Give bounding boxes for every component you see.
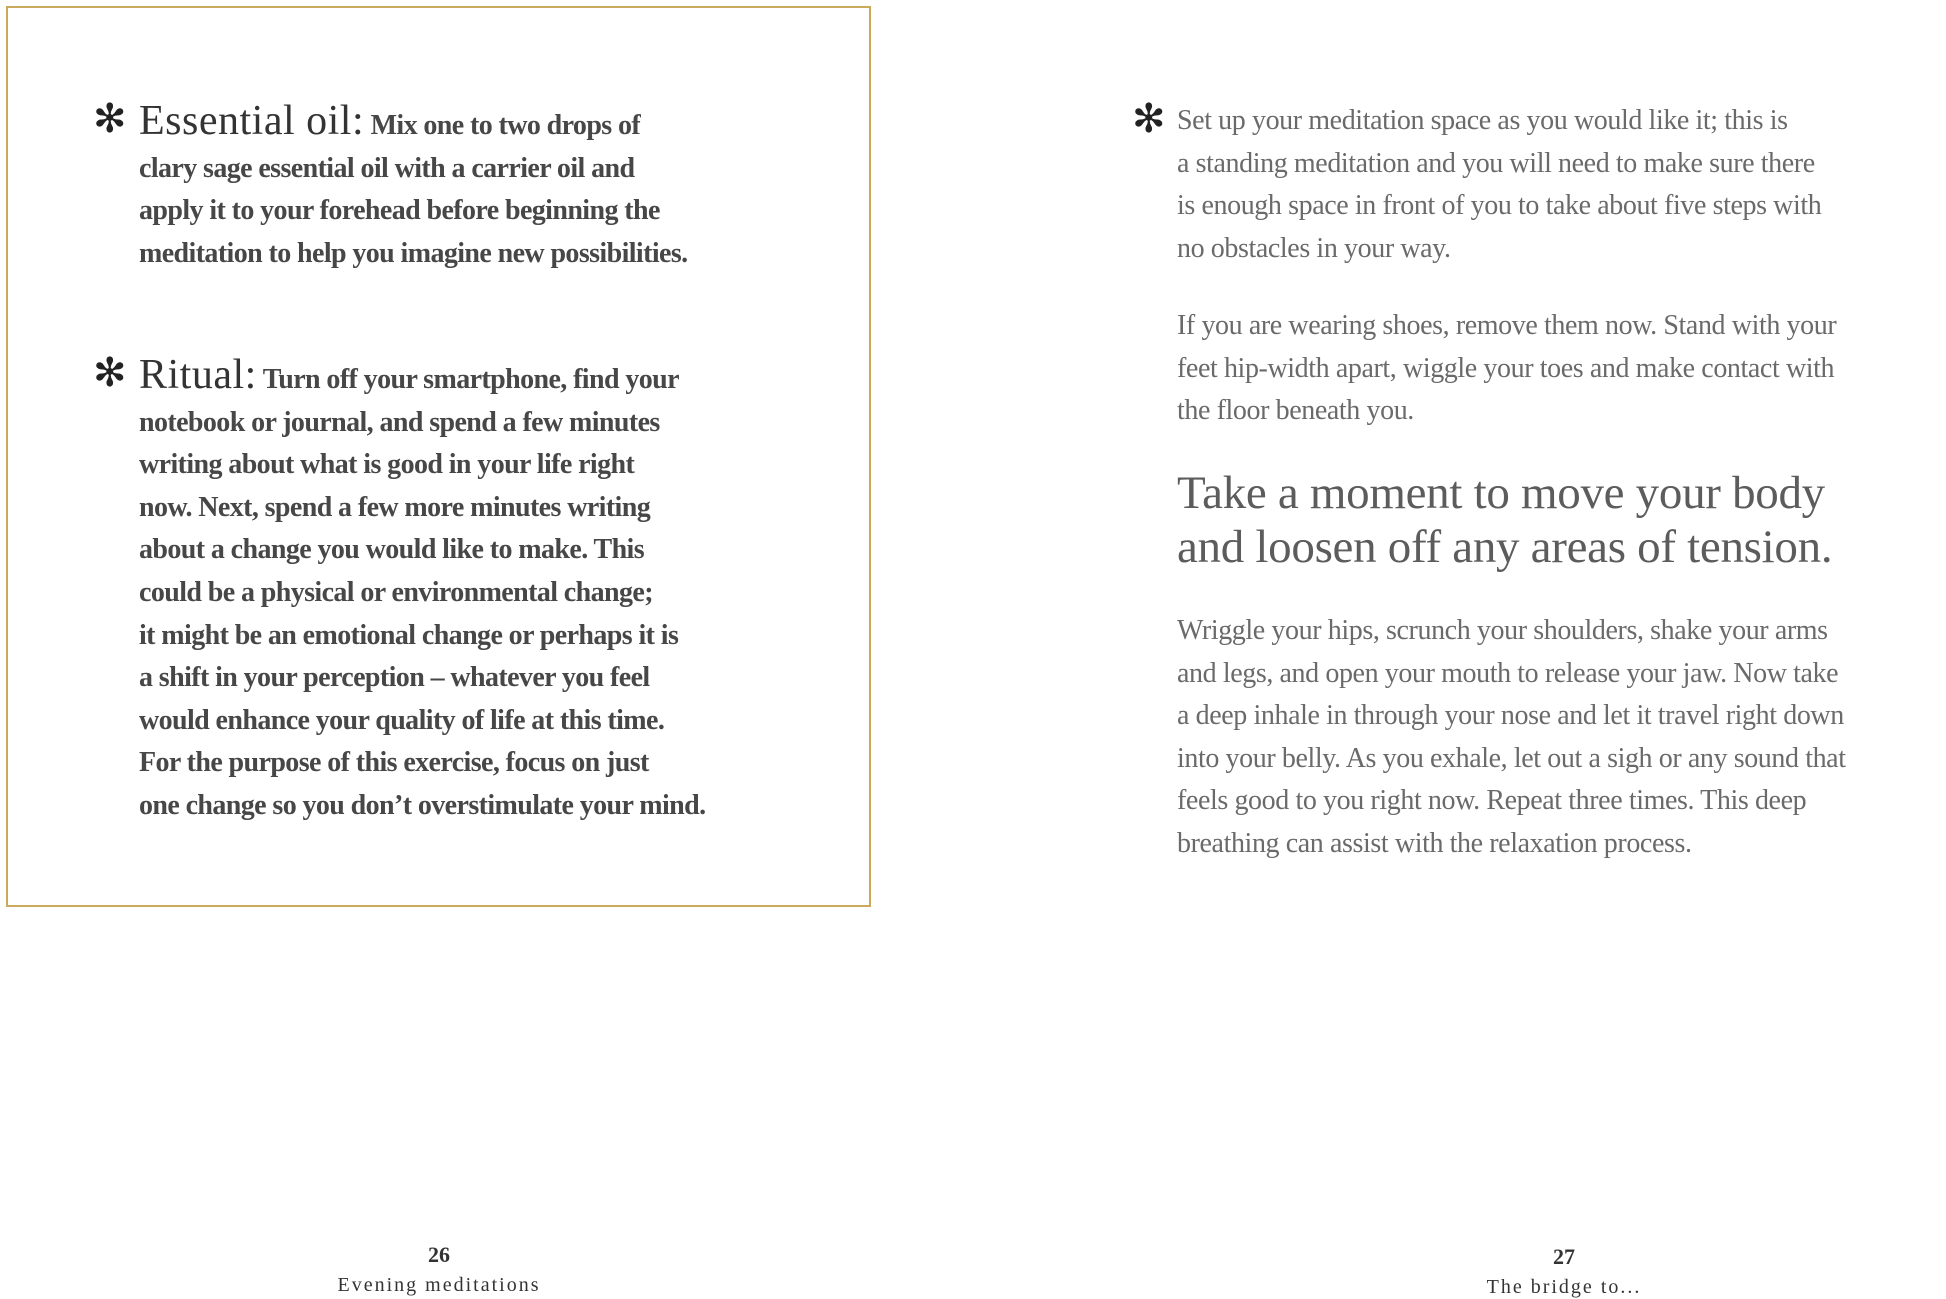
para-line: a standing meditation and you will need to make sure there: [1177, 147, 1815, 179]
para-line: the floor beneath you.: [1177, 395, 1414, 427]
item-label: Essential oil:: [139, 98, 365, 144]
left-page-footer: [239, 1242, 639, 1297]
item-text: about a change you would like to make. This: [139, 534, 645, 566]
para-line: feet hip-width apart, wiggle your toes and make contact with: [1177, 352, 1835, 384]
item-text: it might be an emotional change or perhaps it is: [139, 619, 679, 651]
asterisk-icon: ✻: [93, 96, 126, 141]
asterisk-icon: ✻: [1132, 96, 1166, 141]
para-line: no obstacles in your way.: [1177, 232, 1451, 264]
right-page-footer: [1364, 1244, 1764, 1299]
para-line: is enough space in front of you to take about five steps with: [1177, 190, 1822, 222]
item-text: clary sage essential oil with a carrier oil and: [139, 152, 635, 184]
breathing-paragraph: [1177, 610, 1937, 866]
item-text: notebook or journal, and spend a few minutes: [139, 406, 660, 438]
section-title: Evening meditations: [337, 1274, 541, 1296]
item-text: now. Next, spend a few more minutes writing: [139, 491, 651, 523]
item-text: Turn off your smartphone, find your: [262, 364, 679, 395]
para-line: If you are wearing shoes, remove them now. Stand with your: [1177, 310, 1837, 341]
para-line: and legs, and open your mouth to release your jaw. Now take: [1177, 657, 1839, 689]
asterisk-icon: ✻: [93, 350, 126, 395]
para-line: feels good to you right now. Repeat three times. This deep: [1177, 785, 1807, 817]
heading-line: Take a moment to move your body: [1177, 467, 1825, 519]
para-line: Wriggle your hips, scrunch your shoulders, shake your arms: [1177, 615, 1828, 646]
page-number: 26: [428, 1242, 450, 1267]
item-text: meditation to help you imagine new possibilities.: [139, 237, 688, 269]
ritual-item: [93, 350, 839, 828]
essential-oil-item: [93, 96, 839, 275]
item-text: would enhance your quality of life at this time.: [139, 704, 665, 736]
item-text: For the purpose of this exercise, focus on just: [139, 747, 649, 779]
setup-paragraph: [1132, 96, 1937, 270]
item-text: a shift in your perception – whatever you feel: [139, 662, 650, 694]
section-title: The bridge to...: [1486, 1276, 1642, 1298]
heading-line: and loosen off any areas of tension.: [1177, 521, 1833, 573]
item-label: Ritual:: [139, 352, 257, 398]
shoes-paragraph: [1177, 305, 1937, 433]
para-line: Set up your meditation space as you would like it; this is: [1177, 105, 1788, 136]
pull-quote-heading: [1177, 466, 1832, 574]
para-line: breathing can assist with the relaxation process.: [1177, 827, 1692, 859]
item-text: could be a physical or environmental change;: [139, 576, 653, 608]
item-text: Mix one to two drops of: [370, 110, 641, 141]
item-text: writing about what is good in your life right: [139, 449, 635, 481]
para-line: a deep inhale in through your nose and let it travel right down: [1177, 700, 1844, 732]
para-line: into your belly. As you exhale, let out a sigh or any sound that: [1177, 742, 1846, 774]
page-number: 27: [1553, 1244, 1575, 1269]
item-text: one change so you don’t overstimulate your mind.: [139, 789, 706, 821]
item-text: apply it to your forehead before beginning the: [139, 195, 660, 227]
